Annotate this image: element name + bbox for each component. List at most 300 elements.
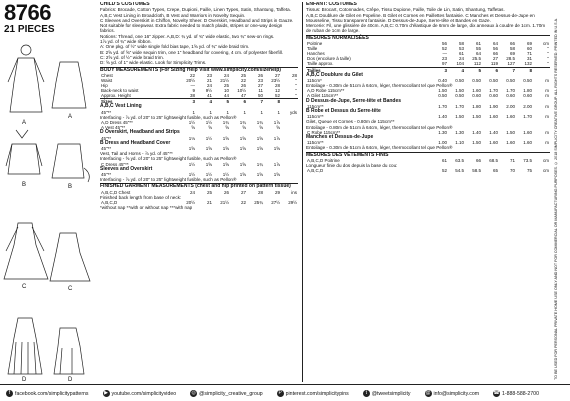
cell-value: " xyxy=(547,56,549,62)
view-c-front xyxy=(4,223,48,279)
cell-value: 71 xyxy=(509,157,515,163)
finished-back: Finished back length from base of neck: xyxy=(100,194,182,200)
child-notions-a: 1⅞ yd. of ¾" wide ribbon. xyxy=(100,39,152,45)
footer-item[interactable] xyxy=(103,390,177,397)
b-robe: B Robe et Dessus du Serre-tête xyxy=(306,107,381,114)
cell-value: m xyxy=(545,103,549,109)
cell-value: 52 xyxy=(274,93,280,99)
footer-link-text: @simplicity_creative_group xyxy=(199,390,263,397)
cell-value: 97 xyxy=(441,61,447,67)
cell-value: 1¾ xyxy=(239,120,246,126)
cell-value: 26 xyxy=(240,83,246,89)
cell-value: ⅝ xyxy=(225,125,229,131)
cell-value: 28 xyxy=(257,189,263,195)
b-dress: B Dress and Headband Cover xyxy=(100,139,171,146)
footer-link-text: facebook.com/simplicitypatterns xyxy=(15,390,89,397)
cell-value: 1¾ xyxy=(256,120,263,126)
cell-value: 0.60 xyxy=(506,93,515,99)
cell-value: 0.50 xyxy=(523,77,532,83)
cell-value: 9½ xyxy=(205,88,212,94)
row-label: Back-neck to waist xyxy=(101,88,139,94)
cell-value: 1⅛ xyxy=(188,135,195,141)
cell-value: 1.50 xyxy=(455,88,464,94)
cell-value: 75 xyxy=(526,168,532,174)
cell-value: 64 xyxy=(492,41,498,47)
cell-value: 0.50 xyxy=(438,93,447,99)
cell-value: 21 xyxy=(206,200,212,206)
cell-value: 104 xyxy=(456,61,464,67)
social-footer xyxy=(0,386,570,401)
cell-value: 56 xyxy=(492,46,498,52)
label-b: B xyxy=(22,182,27,188)
cell-value: 1⅞ xyxy=(273,120,280,126)
email-icon: @ xyxy=(425,390,431,396)
footer-link-text: 1-888-588-2700 xyxy=(502,390,539,397)
cell-value: 1.60 xyxy=(506,140,515,146)
child-lining: A,B,C Vest Lining in Broadcloth, B Vest and Warriors in Novelty Sequin. xyxy=(100,12,246,18)
cell-value: 1.40 xyxy=(438,114,447,120)
d-dessus: D Dessus-de-Jupe, Serre-tête et Bandes xyxy=(306,97,402,104)
enfant-title: ENFANT: COSTUMES xyxy=(306,2,357,7)
cell-value: 70 xyxy=(509,168,515,174)
cell-value: 1.90 xyxy=(489,103,498,109)
cell-value: 20½ xyxy=(186,77,195,83)
cell-value: m xyxy=(545,88,549,94)
cell-value: 21½ xyxy=(220,200,229,206)
footer-link-text: youtube.com/simplicityvideo xyxy=(111,390,177,397)
row-label: 45"** xyxy=(101,109,112,115)
footer-link-text: @tweetsimplicity xyxy=(371,390,411,397)
child-notions: Notions: Thread, one 16" zipper. A,B,D: ¾ yd. of ¾" wide elastic, two ¾" sew-on rings. xyxy=(100,33,275,39)
cell-value: 68.5 xyxy=(489,157,498,163)
child-not-suitable: Not suitable for sleepwear. Extra fabric needed to match plaids, stripes or one-way design fabrics. xyxy=(100,23,283,34)
child-notions-b: B: 2⅝ yd. of ⅝" wide sequin trim, one 1" headband for covering, 4 cm. of polyester fiberfill. xyxy=(100,49,284,55)
mesures-table xyxy=(306,41,550,66)
row-label: Dos (encolure à taille) xyxy=(307,56,351,62)
cell-value: 58 xyxy=(458,41,464,47)
row-label: 45"** xyxy=(101,172,112,178)
enfant-costumes-section xyxy=(306,2,550,382)
row-label: A Vest 45"** xyxy=(101,125,126,131)
cell-value: 127 xyxy=(507,61,515,67)
cell-value: 1½ xyxy=(188,161,195,167)
child-notions-aa: A: One pkg. of ½" wide single fold bias tape, 1⅝ yd. of ¾" wide braid trim. xyxy=(100,44,250,50)
interfacing-b: Interfacing - ⅝ yd. of 20" to 25" lightweight fusible, such as Pellon® xyxy=(100,156,237,162)
cell-value: ⅝ xyxy=(208,125,212,131)
row-label: C Robe 115cm** xyxy=(307,129,341,135)
cell-value: 71 xyxy=(526,51,532,57)
cell-value: 1⅝ xyxy=(273,172,280,178)
row-label: A,B,C,D Poitrine xyxy=(307,157,340,163)
cell-value: 2.00 xyxy=(506,103,515,109)
cell-value: 27 xyxy=(240,189,246,195)
row-label: 45"** xyxy=(101,135,112,141)
cell-value: 1 xyxy=(277,109,280,115)
cell-value: 1½ xyxy=(205,120,212,126)
cell-value: 0.40 xyxy=(438,77,447,83)
cell-value: 20½ xyxy=(186,200,195,206)
cell-value: 1½ xyxy=(205,135,212,141)
row-label: Hanches xyxy=(307,51,325,57)
cell-value: 21 xyxy=(206,77,212,83)
cell-value: m xyxy=(545,129,549,135)
footer-link-text: info@simplicity.com xyxy=(433,390,480,397)
cell-value: 21½ xyxy=(220,77,229,83)
child-notions-c: C: 2⅝ yd. of ½" wide braid trim. xyxy=(100,54,164,60)
tailles-row: Tailles 3 4 5 6 7 8 xyxy=(306,67,550,73)
cell-value: cm xyxy=(543,168,549,174)
entoilage-c: Entoilage - 0.30m de 51cm à 64cm, léger, thermocollant tel que Pellon® xyxy=(306,145,453,151)
cell-value: 69 xyxy=(509,51,515,57)
cell-value: 38 xyxy=(189,93,195,99)
child-fabrics: Fabrics: Brocade, Cotton Types, Crepe, Dupioni, Faille, Linen Types, Satin, Shantung, Taffeta. xyxy=(100,7,291,13)
table-row xyxy=(306,168,550,173)
facebook-icon: f xyxy=(6,390,13,397)
cell-value: 1.60 xyxy=(472,88,481,94)
cell-value: ⅝ xyxy=(242,125,246,131)
cell-value: 1.50 xyxy=(506,129,515,135)
footer-item[interactable] xyxy=(493,390,539,397)
cell-value: m xyxy=(545,114,549,120)
entoilage-b: Entoilage - 0.80m de 51cm à 64cm, léger, thermocollant tel que Pellon® xyxy=(306,124,453,130)
cell-value: 1½ xyxy=(222,172,229,178)
view-b-back xyxy=(52,144,89,182)
cell-value: m xyxy=(545,93,549,99)
cell-value: 1⅝ xyxy=(256,135,263,141)
cell-value: 24 xyxy=(189,189,195,195)
row-label: Approx. Height xyxy=(101,93,131,99)
vest-tail: Vest, Tail and Horns - ⅞ yd. of 45"** xyxy=(100,151,173,157)
d-overskirt: D Overskirt, Headband and Strips xyxy=(100,129,180,136)
body-measurements-title: BODY MEASUREMENTS (For Sizing Help Visit www.simplicity.com/sizehelp) xyxy=(100,66,281,73)
cell-value: 56 xyxy=(441,41,447,47)
cell-value: 44 xyxy=(223,93,229,99)
cell-value: 25¾ xyxy=(254,200,263,206)
cell-value: 47 xyxy=(240,93,246,99)
row-label: Poitrine xyxy=(307,41,323,47)
cell-value: 1.50 xyxy=(455,114,464,120)
cell-value: " xyxy=(295,77,297,83)
cell-value: 1½ xyxy=(188,172,195,178)
cell-value: 24 xyxy=(458,56,464,62)
cell-value: 22 xyxy=(240,200,246,206)
cell-value: 66 xyxy=(475,157,481,163)
cell-value: 29½ xyxy=(288,200,297,206)
cell-value: 0.50 xyxy=(489,77,498,83)
cell-value: 63.5 xyxy=(455,157,464,163)
cell-value: 1¾ xyxy=(222,120,229,126)
cell-value: cm xyxy=(543,41,549,47)
cell-value: cm xyxy=(543,157,549,163)
cell-value: 2.00 xyxy=(523,103,532,109)
row-label: 115cm* xyxy=(307,77,322,83)
cell-value: 73.5 xyxy=(523,157,532,163)
footer-item[interactable] xyxy=(425,390,480,397)
row-label: Hip xyxy=(101,83,108,89)
cell-value: 1.80 xyxy=(472,103,481,109)
cell-value: 0.50 xyxy=(472,77,481,83)
youtube-icon: ▶ xyxy=(104,390,108,396)
cell-value: 1.00 xyxy=(438,140,447,146)
child-title: CHILD'S COSTUMES xyxy=(100,2,150,7)
row-label: 115cm** xyxy=(307,114,324,120)
instagram-icon: ◎ xyxy=(191,390,196,396)
pinterest-icon: P xyxy=(278,390,282,396)
cell-value: " xyxy=(295,88,297,94)
cell-value: m xyxy=(545,77,549,83)
copyright-side-text: TO BE USED FOR PERSONAL PRIVATE HOME USE ONLY AND NOT FOR COMMERCIAL OR MANUFACTURING PURPOSES. © 2018 SIMPLICITY CREATIVE GROUP. ALL RIGHTS RESERVED. PRINTED IN U.S.A. xyxy=(554,17,558,380)
mesures-title: MESURES NORMALISÉES xyxy=(306,34,369,41)
cell-value: 1.70 xyxy=(455,103,464,109)
footer-item[interactable] xyxy=(363,390,411,397)
pattern-number: 8766 xyxy=(4,0,51,25)
cell-value: ⅝ xyxy=(276,125,280,131)
cell-value: 24 xyxy=(223,72,229,78)
cell-value: 28.5 xyxy=(506,56,515,62)
cell-value: 1 xyxy=(243,109,246,115)
cell-value: 64 xyxy=(475,51,481,57)
cell-value: 1⅝ xyxy=(222,161,229,167)
cell-value: 112 xyxy=(473,61,481,67)
cell-value: 41 xyxy=(206,93,212,99)
cell-value: 1.50 xyxy=(472,114,481,120)
cell-value: 50 xyxy=(257,93,263,99)
gilet-queue: Gilet, Queue et Cornes - 0.80m de 115cm** xyxy=(306,119,395,125)
cell-value: 27 xyxy=(257,83,263,89)
cell-value: 9 xyxy=(192,88,195,94)
enfant-finished-title: MESURES DES VÊTEMENTS FINIS xyxy=(306,151,389,158)
cell-value: 1⅝ xyxy=(205,145,212,151)
cell-value: 24 xyxy=(206,83,212,89)
cell-value: yds xyxy=(289,109,297,115)
cell-value: 61 xyxy=(475,41,481,47)
label-d: D xyxy=(22,377,27,383)
cell-value: — xyxy=(190,83,195,89)
cell-value: 23 xyxy=(257,77,263,83)
row-label: 45"** xyxy=(101,145,112,151)
cell-value: ins xyxy=(291,189,297,195)
cell-value: 1.40 xyxy=(489,129,498,135)
cell-value: 1 xyxy=(260,109,263,115)
label-c: C xyxy=(22,284,27,290)
cell-value: 1 xyxy=(226,109,229,115)
cell-value: 1 xyxy=(192,109,195,115)
cell-value: 1⅝ xyxy=(256,145,263,151)
cell-value: 25.5 xyxy=(472,56,481,62)
row-label: Taille xyxy=(307,46,318,52)
label-a: A xyxy=(22,120,27,126)
cell-value: 54.5 xyxy=(455,168,464,174)
view-d-back xyxy=(54,328,84,374)
child-footnote: *without nap **with or without nap ***with nap xyxy=(100,205,193,211)
view-b-front xyxy=(6,130,42,174)
label-a-back: A xyxy=(68,114,73,120)
row-label: Waist xyxy=(101,77,113,83)
cell-value: 1½ xyxy=(188,120,195,126)
cell-value: 26 xyxy=(223,189,229,195)
cell-value: 1.10 xyxy=(455,140,464,146)
tailles-label: Tailles xyxy=(306,67,431,73)
enfant-doublure: A,B,C Doublure de Gilet en Popeline. B Gilet et Cornes en Paillettes fantaisie. C Manches et Dessus-de-Jupe en Mousseline, Tissu transparent fantaisie. D Dessus-de-Jupe, Serre-tête et Bandes en Gaze. xyxy=(306,12,535,23)
footer-item[interactable] xyxy=(277,390,349,397)
cell-value: 29 xyxy=(274,189,280,195)
cell-value: 25 xyxy=(223,83,229,89)
cell-value: 1.70 xyxy=(506,88,515,94)
phone-icon: ☎ xyxy=(493,390,500,396)
enfant-mercerie: Mercerie: Fil, une glissière de 40cm. A,B,C: 0.70m d'élastique de 6mm de large, dix anneaux à coudre de 1cm. 1.70m de ruban de 1cm de large. xyxy=(306,23,546,34)
row-label: A,B,C,D xyxy=(101,200,118,206)
pieces-count: 21 PIECES xyxy=(4,24,55,35)
cell-value: 61 xyxy=(458,51,464,57)
cell-value: 69 xyxy=(526,41,532,47)
cell-value: 1⅝ xyxy=(188,145,195,151)
cell-value: 1⅞ xyxy=(273,135,280,141)
cell-value: 1⅝ xyxy=(205,161,212,167)
cell-value: 1½ xyxy=(205,172,212,178)
cell-value: 53 xyxy=(458,46,464,52)
cell-value: 58 xyxy=(509,46,515,52)
cell-value: 0.50 xyxy=(455,93,464,99)
cell-value: 10½ xyxy=(237,88,246,94)
cell-value: 1.60 xyxy=(506,114,515,120)
footer-link-text: pinterest.com/simplicitypins xyxy=(285,390,349,397)
cell-value: " xyxy=(547,51,549,57)
cell-value: ⅝ xyxy=(259,125,263,131)
cell-value: 22 xyxy=(189,72,195,78)
cell-value: 0.60 xyxy=(489,93,498,99)
cell-value: 0.60 xyxy=(523,93,532,99)
body-measurements-table xyxy=(100,73,298,98)
vest-lining-label: A,B,C Vest Lining xyxy=(100,103,142,110)
cell-value: 132 xyxy=(524,61,532,67)
child-sleeves: C Sleeves and Overskirt in Chiffon, Novelty Sheer. D Overskirt, Headband and Strips in Gauze. xyxy=(100,17,294,23)
cell-value: 1.80 xyxy=(523,88,532,94)
cell-value: " xyxy=(547,61,549,67)
cell-value: 1.60 xyxy=(489,140,498,146)
row-label: Taille approx. xyxy=(307,61,334,67)
cell-value: 60 xyxy=(526,46,532,52)
manches: Manches et Dessus-de-Jupe xyxy=(306,133,374,140)
row-label: A,D Robe 115cm** xyxy=(307,88,345,94)
cell-value: 1.60 xyxy=(523,140,532,146)
cell-value: 1.50 xyxy=(472,140,481,146)
cell-value: 1¾ xyxy=(256,161,263,167)
cell-value: 27 xyxy=(492,56,498,62)
cell-value: 1⅞ xyxy=(273,161,280,167)
longueur: Longueur finie du dos depuis la base du cou: xyxy=(306,163,398,169)
cell-value: 12 xyxy=(274,88,280,94)
cell-value: 66 xyxy=(492,51,498,57)
cell-value: 61 xyxy=(441,157,447,163)
row-label: C Dress 45"** xyxy=(101,161,129,167)
cell-value: 1⅝ xyxy=(256,172,263,178)
cell-value: 55 xyxy=(475,46,481,52)
cell-value: 25 xyxy=(206,189,212,195)
row-label: 115cm** xyxy=(307,103,324,109)
cell-value: 66 xyxy=(509,41,515,47)
costume-illustrations xyxy=(2,38,92,383)
footer-item[interactable] xyxy=(6,390,89,397)
row-label: A Gilet 115cm** xyxy=(307,93,339,99)
cell-value: 28 xyxy=(291,72,297,78)
row-label: A,B,C,D xyxy=(307,168,324,174)
cell-value: 28 xyxy=(274,83,280,89)
finished-title: FINISHED GARMENT MEASUREMENTS (chest and hip printed on pattern tissue) xyxy=(100,183,291,190)
cell-value: 119 xyxy=(490,61,498,67)
cell-value: 1.70 xyxy=(523,114,532,120)
doublure-gilet-label: A,B,C Doublure du Gilet xyxy=(306,71,363,78)
view-a-back xyxy=(52,62,86,108)
footer-item[interactable] xyxy=(190,390,263,397)
cell-value: " xyxy=(295,93,297,99)
row-label: A,D Dress 45"** xyxy=(101,120,133,126)
row-label: Chest xyxy=(101,72,113,78)
cell-value: " xyxy=(547,46,549,52)
cell-value: 10 xyxy=(223,88,229,94)
row-label: A,B,C,D Chest xyxy=(101,189,131,195)
cell-value: 1⅝ xyxy=(222,145,229,151)
view-c-back xyxy=(50,233,90,281)
cell-value: 1.30 xyxy=(455,129,464,135)
cell-value: m xyxy=(545,140,549,146)
cell-value: 1⅝ xyxy=(273,145,280,151)
row-label: 115cm** xyxy=(307,140,324,146)
cell-value: 52 xyxy=(441,46,447,52)
cell-value: 1.60 xyxy=(523,129,532,135)
sizes-row: Sizes 3 4 5 6 7 8 xyxy=(100,99,298,105)
interfacing-c: Interfacing - ⅞ yd. of 20" to 25" lightweight fusible, such as Pellon® xyxy=(100,177,237,183)
cell-value: 1 xyxy=(209,109,212,115)
cell-value: 31 xyxy=(526,56,532,62)
cell-value: 22 xyxy=(240,77,246,83)
sleeves-overskirt: Sleeves and Overskirt xyxy=(100,165,153,172)
cell-value: 27½ xyxy=(271,200,280,206)
a-interfacing: Interfacing - ⅞ yd. of 20" to 25" lightweight fusible, such as Pellon® xyxy=(100,114,237,120)
cell-value: 1⅝ xyxy=(239,145,246,151)
cell-value: 52 xyxy=(441,168,447,174)
cell-value: 0.60 xyxy=(472,93,481,99)
cell-value: ⅝ xyxy=(191,125,195,131)
label-c-back: C xyxy=(68,286,73,292)
cell-value: 1.30 xyxy=(438,129,447,135)
cell-value: 23½ xyxy=(271,77,280,83)
twitter-icon: t xyxy=(363,390,370,397)
cell-value: 1⅝ xyxy=(222,135,229,141)
cell-value: 1⅝ xyxy=(239,172,246,178)
childs-costumes-section xyxy=(100,2,298,382)
cell-value: — xyxy=(442,51,447,57)
sizes-label: Sizes xyxy=(100,99,179,105)
cell-value: 27 xyxy=(274,72,280,78)
cell-value: 65 xyxy=(492,168,498,174)
label-d-back: D xyxy=(68,377,73,383)
cell-value: 1.40 xyxy=(472,129,481,135)
cell-value: 23 xyxy=(206,72,212,78)
cell-value: 58.5 xyxy=(472,168,481,174)
enfant-tissus: Tissus: Brocart, Cotonnades, Crêpe, Tissu Dupione, Faille, Toile de Lin, Satin, Shantung, Taffetas. xyxy=(306,7,505,13)
cell-value: 0.50 xyxy=(506,77,515,83)
cell-value: 23 xyxy=(441,56,447,62)
cell-value: 1.70 xyxy=(438,103,447,109)
label-b-back: B xyxy=(68,184,73,190)
cell-value: 25 xyxy=(240,72,246,78)
child-notions-d: D: ⅝ yd. of 1" wide elastic. Look for Simplicity Trims. xyxy=(100,60,207,66)
view-d-front xyxy=(8,318,42,374)
cell-value: 1.60 xyxy=(489,114,498,120)
cell-value: 1.50 xyxy=(438,88,447,94)
cell-value: 26 xyxy=(257,72,263,78)
cell-value: 1⅝ xyxy=(239,161,246,167)
